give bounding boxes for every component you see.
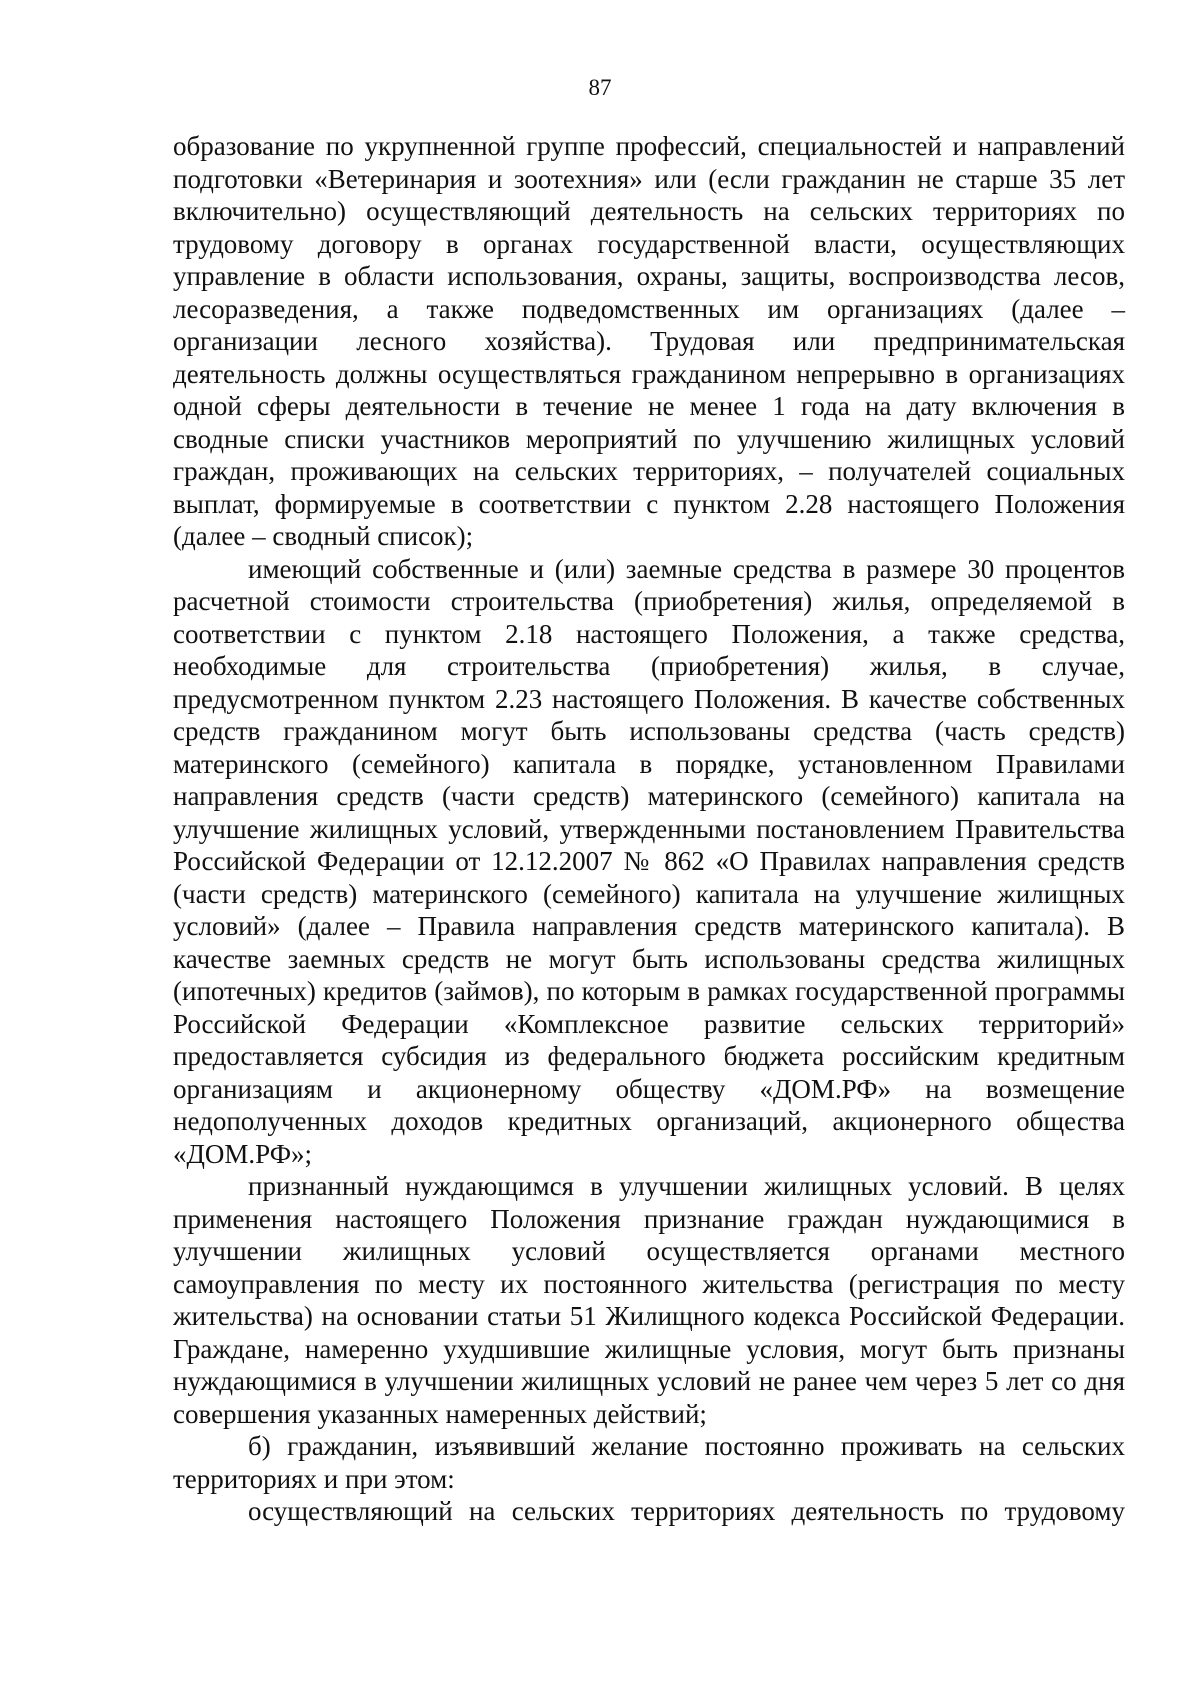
paragraph-housing-need: признанный нуждающимся в улучшении жилищных условий. В целях применения настоящего Положения признание граждан нуждающимися в улучшении жилищных условий осуществляется органами местного самоуправления по месту их постоянного жительства (регистрация по месту жительства) на основании статьи 51 Жилищного кодекса Российской Федерации. Граждане, намеренно ухудшившие жилищные условия, могут быть признаны нуждающимися в улучшении жилищных условий не ранее чем через 5 лет со дня совершения указанных намеренных действий; [173,1171,1125,1429]
page-number: 87 [588,75,612,100]
document-body [173,130,1125,1528]
paragraph-employment: осуществляющий на сельских территориях деятельность по трудовому [248,1496,1125,1526]
paragraph-item-b: б) гражданин, изъявивший желание постоянно проживать на сельских территориях и при этом: [173,1431,1125,1494]
paragraph-continuation: образование по укрупненной группе профессий, специальностей и направлений подготовки «Ветеринария и зоотехния» или (если гражданин не старше 35 лет включительно) осуществляющий деятельность на сельских территориях по трудовому договору в органах государственной власти, осуществляющих управление в области использования, охраны, защиты, воспроизводства лесов, лесоразведения, а также подведомственных им организациях (далее – организации лесного хозяйства). Трудовая или предпринимательская деятельность должны осуществляться гражданином непрерывно в организациях одной сферы деятельности в течение не менее 1 года на дату включения в сводные списки участников мероприятий по улучшению жилищных условий граждан, проживающих на сельских территориях, – получателей социальных выплат, формируемые в соответствии с пунктом 2.28 настоящего Положения (далее – сводный список); [173,131,1125,551]
paragraph-own-funds: имеющий собственные и (или) заемные средства в размере 30 процентов расчетной стоимости строительства (приобретения) жилья, определяемой в соответствии с пунктом 2.18 настоящего Положения, а также средства, необходимые для строительства (приобретения) жилья, в случае, предусмотренном пунктом 2.23 настоящего Положения. В качестве собственных средств гражданином могут быть использованы средства (часть средств) материнского (семейного) капитала в порядке, установленном Правилами направления средств (части средств) материнского (семейного) капитала на улучшение жилищных условий, утвержденными постановлением Правительства Российской Федерации от 12.12.2007 № 862 «О Правилах направления средств (части средств) материнского (семейного) капитала на улучшение жилищных условий» (далее – Правила направления средств материнского капитала). В качестве заемных средств не могут быть использованы средства жилищных (ипотечных) кредитов (займов), по которым в рамках государственной программы Российской Федерации «Комплексное развитие сельских территорий» предоставляется субсидия из федерального бюджета российским кредитным организациям и акционерному обществу «ДОМ.РФ» на возмещение недополученных доходов кредитных организаций, акционерного общества «ДОМ.РФ»; [173,553,1125,1169]
